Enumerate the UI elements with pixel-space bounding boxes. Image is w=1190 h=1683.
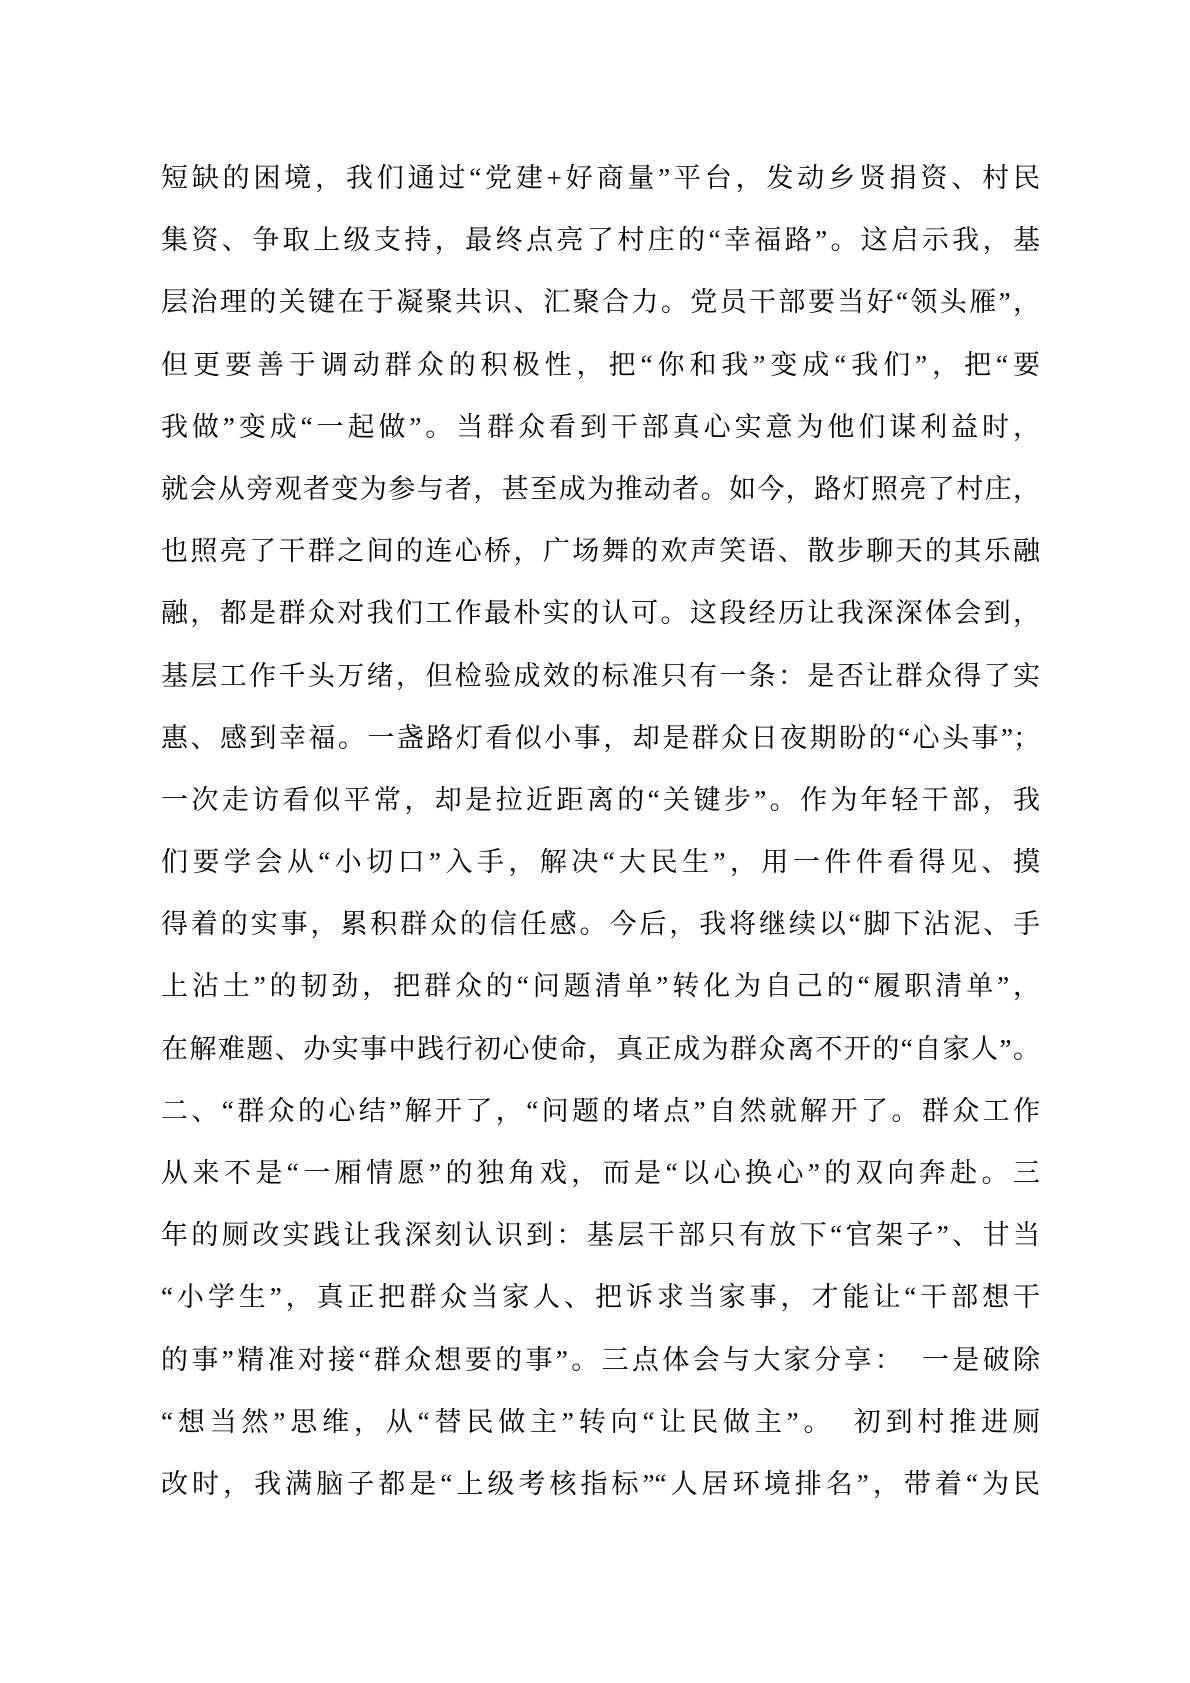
text-line: 二、“群众的心结”解开了，“问题的堵点”自然就解开了。群众工作 [161, 1095, 1040, 1126]
text-line: “想当然”思维，从“替民做主”转向“让民做主”。 初到村推进厕 [161, 1406, 1040, 1437]
text-line: 们要学会从“小切口”入手，解决“大民生”，用一件件看得见、摸 [161, 847, 1040, 878]
text-line: 改时，我满脑子都是“上级考核指标”“人居环境排名”，带着“为民 [161, 1468, 1040, 1499]
text-line: 上沾土”的韧劲，把群众的“问题清单”转化为自己的“履职清单”， [161, 971, 1040, 1002]
text-line: 一次走访看似平常，却是拉近距离的“关键步”。作为年轻干部，我 [161, 784, 1040, 815]
text-line: “小学生”，真正把群众当家人、把诉求当家事，才能让“干部想干 [161, 1282, 1040, 1313]
body-text [161, 147, 1040, 1515]
text-line: 从来不是“一厢情愿”的独角戏，而是“以心换心”的双向奔赴。三 [161, 1158, 1040, 1188]
text-line: 层治理的关键在于凝聚共识、汇聚合力。党员干部要当好“领头雁”， [161, 287, 1040, 318]
text-line: 在解难题、办实事中践行初心使命，真正成为群众离不开的“自家人”。 [161, 1033, 1040, 1064]
text-line: 得着的实事，累积群众的信任感。今后，我将继续以“脚下沾泥、手 [161, 909, 1040, 940]
text-line: 我做”变成“一起做”。当群众看到干部真心实意为他们谋利益时， [161, 411, 1040, 442]
text-line: 的事”精准对接“群众想要的事”。三点体会与大家分享： 一是破除 [161, 1344, 1040, 1375]
text-line: 但更要善于调动群众的积极性，把“你和我”变成“我们”，把“要 [161, 349, 1040, 380]
text-line: 融，都是群众对我们工作最朴实的认可。这段经历让我深深体会到， [161, 598, 1040, 629]
text-line: 也照亮了干群之间的连心桥，广场舞的欢声笑语、散步聊天的其乐融 [161, 536, 1040, 567]
text-line: 年的厕改实践让我深刻认识到：基层干部只有放下“官架子”、甘当 [161, 1220, 1040, 1251]
text-line: 集资、争取上级支持，最终点亮了村庄的“幸福路”。这启示我，基 [161, 225, 1040, 256]
text-line: 就会从旁观者变为参与者，甚至成为推动者。如今，路灯照亮了村庄， [161, 473, 1040, 504]
text-line: 短缺的困境，我们通过“党建+好商量”平台，发动乡贤捐资、村民 [161, 163, 1040, 193]
text-line: 基层工作千头万绪，但检验成效的标准只有一条：是否让群众得了实 [161, 660, 1040, 691]
text-line: 惠、感到幸福。一盏路灯看似小事，却是群众日夜期盼的“心头事”； [161, 722, 1040, 753]
